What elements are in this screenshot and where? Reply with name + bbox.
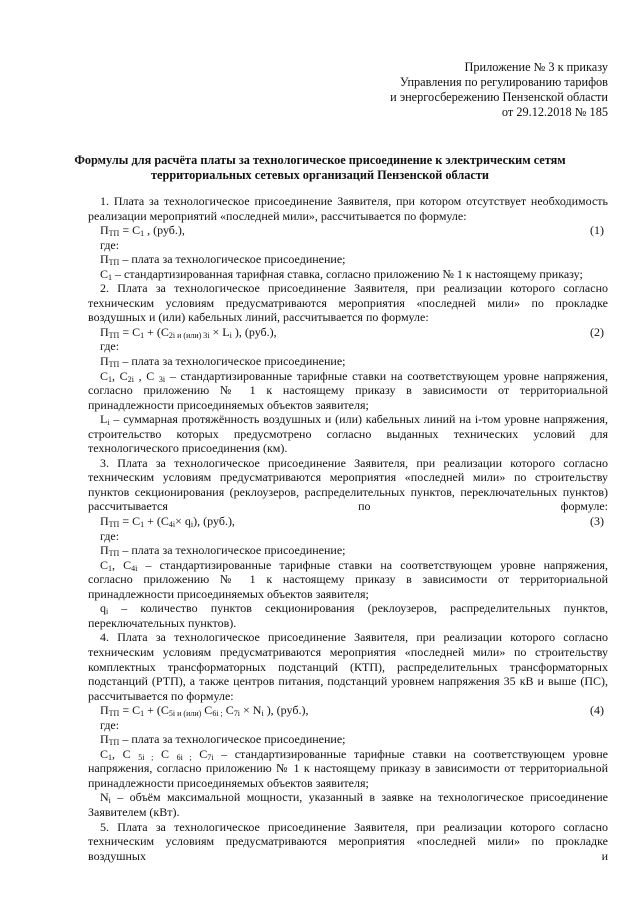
where-label: где: [100,717,120,732]
section-1-text: 1. Плата за технологическое присоединение Заявителя, при котором отсутствует необходимость реализации мероприятий «последней мили», рассчитывается по формуле: [88,194,608,223]
formula-4 [88,703,608,718]
formula-1 [88,223,608,238]
definition: $П_{ТП}$ – плата за технологическое присоединение; [100,543,346,559]
formula-3 [88,514,608,529]
formula-expression: $П_{ТП} = С_1$ , (руб.), [100,223,185,239]
formula-2 [88,325,608,340]
document-title [0,153,640,183]
where-label: где: [100,339,120,354]
where-label: где: [100,237,120,252]
definition: $С_1$, С $_{5i ;}$ С $_{6i ;}$ $С_{7i}$ – стандартизированные тарифные ставки на соответствующем уровне напряжения, согласно приложению № 1 к настоящему приказу в зависимости от территориальной принадлежности присоединяемых объектов заявителя; [88,746,608,790]
section-5-text: 5. Плата за технологическое присоединение Заявителя, при реализации которого согласно техническим условиям предусматриваются мероприятия «последней мили» по прокладке воздушных и [88,819,608,863]
header-line: от 29.12.2018 № 185 [501,105,608,119]
formula-expression: $П_{ТП} = С_1 + (С_{2i и (или) 3i} \times L_i$ ), (руб.), [100,324,277,340]
formula-number: (3) [590,514,604,529]
definition: $П_{ТП}$ – плата за технологическое присоединение; [100,732,346,748]
header-line: Приложение № 3 к приказу [464,60,608,74]
title-line: Формулы для расчёта платы за технологическое присоединение к электрическим сетям [74,153,566,167]
appendix-header [390,60,608,120]
definition: $С_1$, $С_{4i}$ – стандартизированные тарифные ставки на соответствующем уровне напряжения, согласно приложению № 1 к настоящему приказу в зависимости от территориальной принадлежности присоединяемых объектов заявителя; [88,557,608,601]
section-4-text: 4. Плата за технологическое присоединение Заявителя, при реализации которого согласно техническим условиям предусматриваются мероприятия «последней мили» по строительству комплектных трансформаторных подстанций (КТП), распределительных трансформаторных подстанций (РТП), а также центров питания, подстанций уровнем напряжения 35 кВ и выше (ПС), рассчитывается по формуле: [88,630,608,703]
definition: $N_i$ – объём максимальной мощности, указанный в заявке на технологическое присоединение Заявителем (кВт). [88,790,608,819]
section-2-text: 2. Плата за технологическое присоединение Заявителя, при реализации которого согласно техническим условиям предусматриваются мероприятия «последней мили» по прокладке воздушных и (или) кабельных линий, рассчитывается по формуле: [88,281,608,325]
where-label: где: [100,528,120,543]
section-3-text: 3. Плата за технологическое присоединение Заявителя, при реализации которого согласно техническим условиям предусматриваются мероприятия «последней мили» по строительству пунктов секционирования (реклоузеров, распределительных пунктов, переключательных пунктов) рассчитывается по формуле: [88,455,608,514]
header-line: и энергосбережению Пензенской области [390,90,608,104]
formula-number: (4) [590,703,604,718]
document-body [88,194,608,863]
definition: $q_i$ – количество пунктов секционирования (реклоузеров, распределительных пунктов, переключательных пунктов). [88,601,608,630]
formula-number: (1) [590,223,604,238]
title-line: территориальных сетевых организаций Пензенской области [150,168,490,182]
formula-number: (2) [590,324,604,339]
definition: $L_i$ – суммарная протяжённость воздушных и (или) кабельных линий на i-том уровне напряжения, строительство которых предусмотрено согласно выданных технических условий для технологического присоединения (км). [88,412,608,456]
definition: $П_{ТП}$ – плата за технологическое присоединение; [100,252,346,268]
definition: $П_{ТП}$ – плата за технологическое присоединение; [100,354,346,370]
definition: $С_1$ – стандартизированная тарифная ставка, согласно приложению № 1 к настоящему приказу; [100,266,583,282]
formula-expression: $П_{ТП} = С_1 + (С_{4i}\times q_i)$, (руб.), [100,514,235,530]
formula-expression: $П_{ТП} = С_1 + (С_{5i и (или)}$ $С_{6i ;}$ $С_{7i} \times N_i$ ), (руб.), [100,703,309,719]
header-line: Управления по регулированию тарифов [399,75,608,89]
definition: $С_1$, $С_{2i}$ , С $_{3i}$ – стандартизированные тарифные ставки на соответствующем уровне напряжения, согласно приложению № 1 к настоящему приказу в зависимости от территориальной принадлежности присоединяемых объектов заявителя; [88,368,608,412]
